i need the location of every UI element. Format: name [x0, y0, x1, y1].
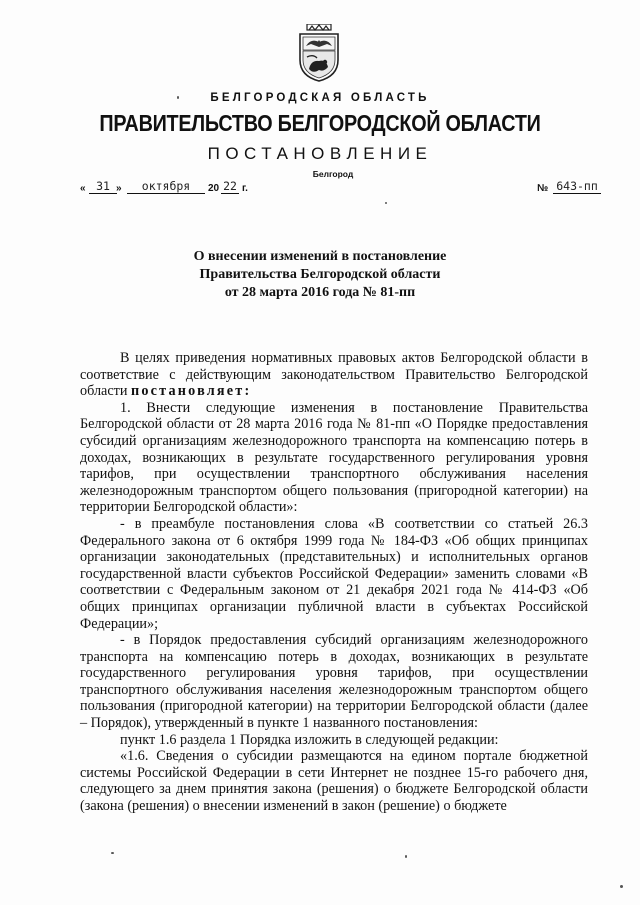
scan-speck — [620, 885, 623, 888]
date-year-prefix: 20 — [208, 183, 220, 194]
document-title — [120, 248, 520, 302]
date-month: октября — [127, 179, 205, 194]
region-name: БЕЛГОРОДСКАЯ ОБЛАСТЬ — [210, 92, 430, 104]
body-paragraph-item-1: 1. Внести следующие изменения в постановление Правительства Белгородской области от 28 марта 2016 года № 81-пп «О Порядке предоставления субсидий организациям железнодорожного транспорта на компенсацию потерь в доходах, возникающих в результате государственного регулирования уровня тарифов, при осуществлении транспортного обслуживания населения железнодорожным транспортом общего пользования (пригородной категории) на территории Белгородской области»: — [80, 399, 588, 516]
scan-speck — [111, 852, 114, 854]
coat-of-arms-icon — [297, 24, 341, 82]
body-paragraph-preamble-change: - в преамбуле постановления слова «В соответствии со статьей 26.3 Федерального закона от 6 октября 1999 года № 184-ФЗ «Об общих принципах организации законодательных (представительных) и исполнительных органов государственной власти субъектов Российской Федерации» заменить словами «В соответствии с Федеральным законом от 21 декабря 2021 года № 414-ФЗ «Об общих принципах организации публичной власти в субъектах Российской Федерации»; — [80, 515, 588, 632]
document-type: ПОСТАНОВЛЕНИЕ — [207, 144, 433, 163]
city-name: Белгород — [312, 169, 354, 179]
title-line-1: О внесении изменений в постановление — [193, 249, 447, 264]
body-paragraph-preamble — [80, 350, 588, 400]
body-paragraph-procedure-change: - в Порядок предоставления субсидий организациям железнодорожного транспорта на компенсацию потерь в доходах, возникающих в результате государственного регулирования уровня тарифов, при осуществлении транспортного обслуживания населения железнодорожным транспортом общего пользования (пригородной категории) на территории Белгородской области (далее – Порядок), утвержденный в пункте 1 названного постановления: — [80, 632, 588, 732]
scan-speck — [177, 96, 179, 99]
scan-speck — [405, 855, 407, 858]
preamble-text: В целях приведения нормативных правовых актов Белгородской области в соответствие с действующим законодательством Правительство Белгородской области — [80, 350, 588, 400]
body-paragraph-clause-1-6: «1.6. Сведения о субсидии размещаются на едином портале бюджетной системы Российской Федерации в сети Интернет не позднее 15-го рабочего дня, следующего за днем принятия закона (решения) о бюджете Белгородской области (закона (решения) о внесении изменений в закон (решение) о бюджете — [80, 748, 588, 815]
body-paragraph-clause-intro: пункт 1.6 раздела 1 Порядка изложить в следующей редакции: — [120, 731, 499, 748]
document-number: 643-пп — [553, 179, 601, 194]
resolves-word: постановляет: — [130, 383, 252, 400]
title-line-2: Правительства Белгородской области — [199, 267, 441, 282]
date-year-label: г. — [242, 183, 248, 194]
date-number-line — [80, 176, 600, 198]
government-name: ПРАВИТЕЛЬСТВО БЕЛГОРОДСКОЙ ОБЛАСТИ — [99, 110, 541, 136]
date-day: 31 — [89, 179, 117, 194]
date-open-quote: « — [80, 183, 86, 194]
number-label: № — [537, 183, 549, 194]
scan-speck — [385, 202, 387, 204]
date-year-suffix: 22 — [221, 179, 239, 194]
date-close-quote: » — [116, 183, 122, 194]
document-body — [80, 350, 588, 815]
title-line-3: от 28 марта 2016 года № 81-пп — [224, 285, 416, 300]
